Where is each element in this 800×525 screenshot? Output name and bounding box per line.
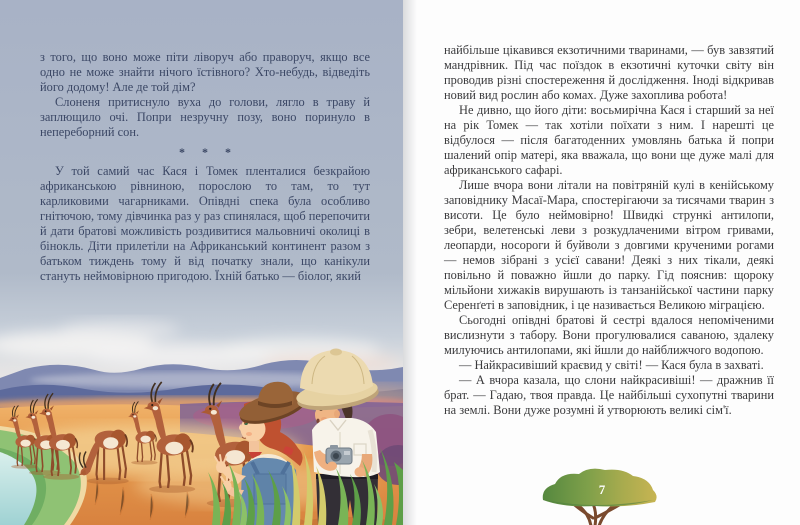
paragraph: Лише вчора вони літали на повітряній кулі в кенійському заповіднику Масаї-Мара, спостерігаючи за тисячами тварин з висоти. Це було неймовірно! Швидкі стрункі антилопи, зебри, велетенські леви з розкудлаченими вітром гривами, леопарди, носороги й буйволи з довгими крученими рогами — немов зібрані з усієї савани! Деякі з них тікали, деякі повільно й поважно йшли до парку. Гід пояснив: щороку мільйони хижаків вирушають із танзанійської частини парку Серенґеті в заповідник, і це називається Великою міграцією.	[444, 178, 774, 312]
paragraph: Слоненя притиснуло вуха до голови, лягло в траву й заплющило очі. Попри незручну позу, воно поринуло в непереборний сон.	[40, 95, 370, 139]
right-page-text	[444, 43, 774, 418]
dialogue-line: — Найкрасивіший краєвид у світі! — Кася була в захваті.	[459, 358, 764, 372]
section-divider: * * *	[179, 145, 238, 159]
paragraph: Сьогодні опівдні братові й сестрі вдалося непоміченими вислизнути з табору. Вони прогулювалися саваною, здалеку милуючись антилопами, які йшли до найближчого водопою.	[444, 313, 774, 357]
paragraph: з того, що воно може піти ліворуч або праворуч, якщо все одно не може знайти нічого їстівного? Хто-небудь, відведіть його додому! Але де той дім?	[40, 50, 370, 94]
page-gutter-shadow	[403, 0, 417, 525]
dialogue-line: — А вчора казала, що слони найкрасивіші! — дражнив її брат. — Гадаю, твоя правда. Це найбільші сухопутні тварини на землі. Вони дуже розумні й утворюють великі сім'ї.	[444, 373, 774, 417]
right-page	[403, 0, 800, 525]
left-page-text	[40, 50, 370, 284]
page-number: 7	[598, 482, 606, 497]
paragraph: найбільше цікавився екзотичними тваринами, — був завзятий мандрівник. Під час поїздок в екзотичні куточки світу він проводив різні спостереження й дослідження. Іноді відкривав новий вид рослин або комах. Дуже захоплива робота!	[444, 43, 774, 102]
paragraph: Не дивно, що його діти: восьмирічна Кася і старший за неї на рік Томек — так хотіли поїхати з ним. І нарешті це відбулося — після багатоденних умовлянь батька й попри шалений опір матері, яка вважала, що вони ще дуже малі для африканського сафарі.	[444, 103, 774, 177]
paragraph: У той самий час Кася і Томек пленталися безкрайою африканською рівниною, порослою то там, то тут карликовими чагарниками. Опівдні спека була особливо гнітючою, тому дівчинка раз у раз спинялася, щоб перепочити й дати братові можливість роздивитися мальовничі околиці в бінокль. Діти прилетіли на Африканський континент разом з батьком тиждень тому й від початку знали, що канікули стануть неймовірною пригодою. Їхній батько — біолог, який	[40, 164, 370, 283]
